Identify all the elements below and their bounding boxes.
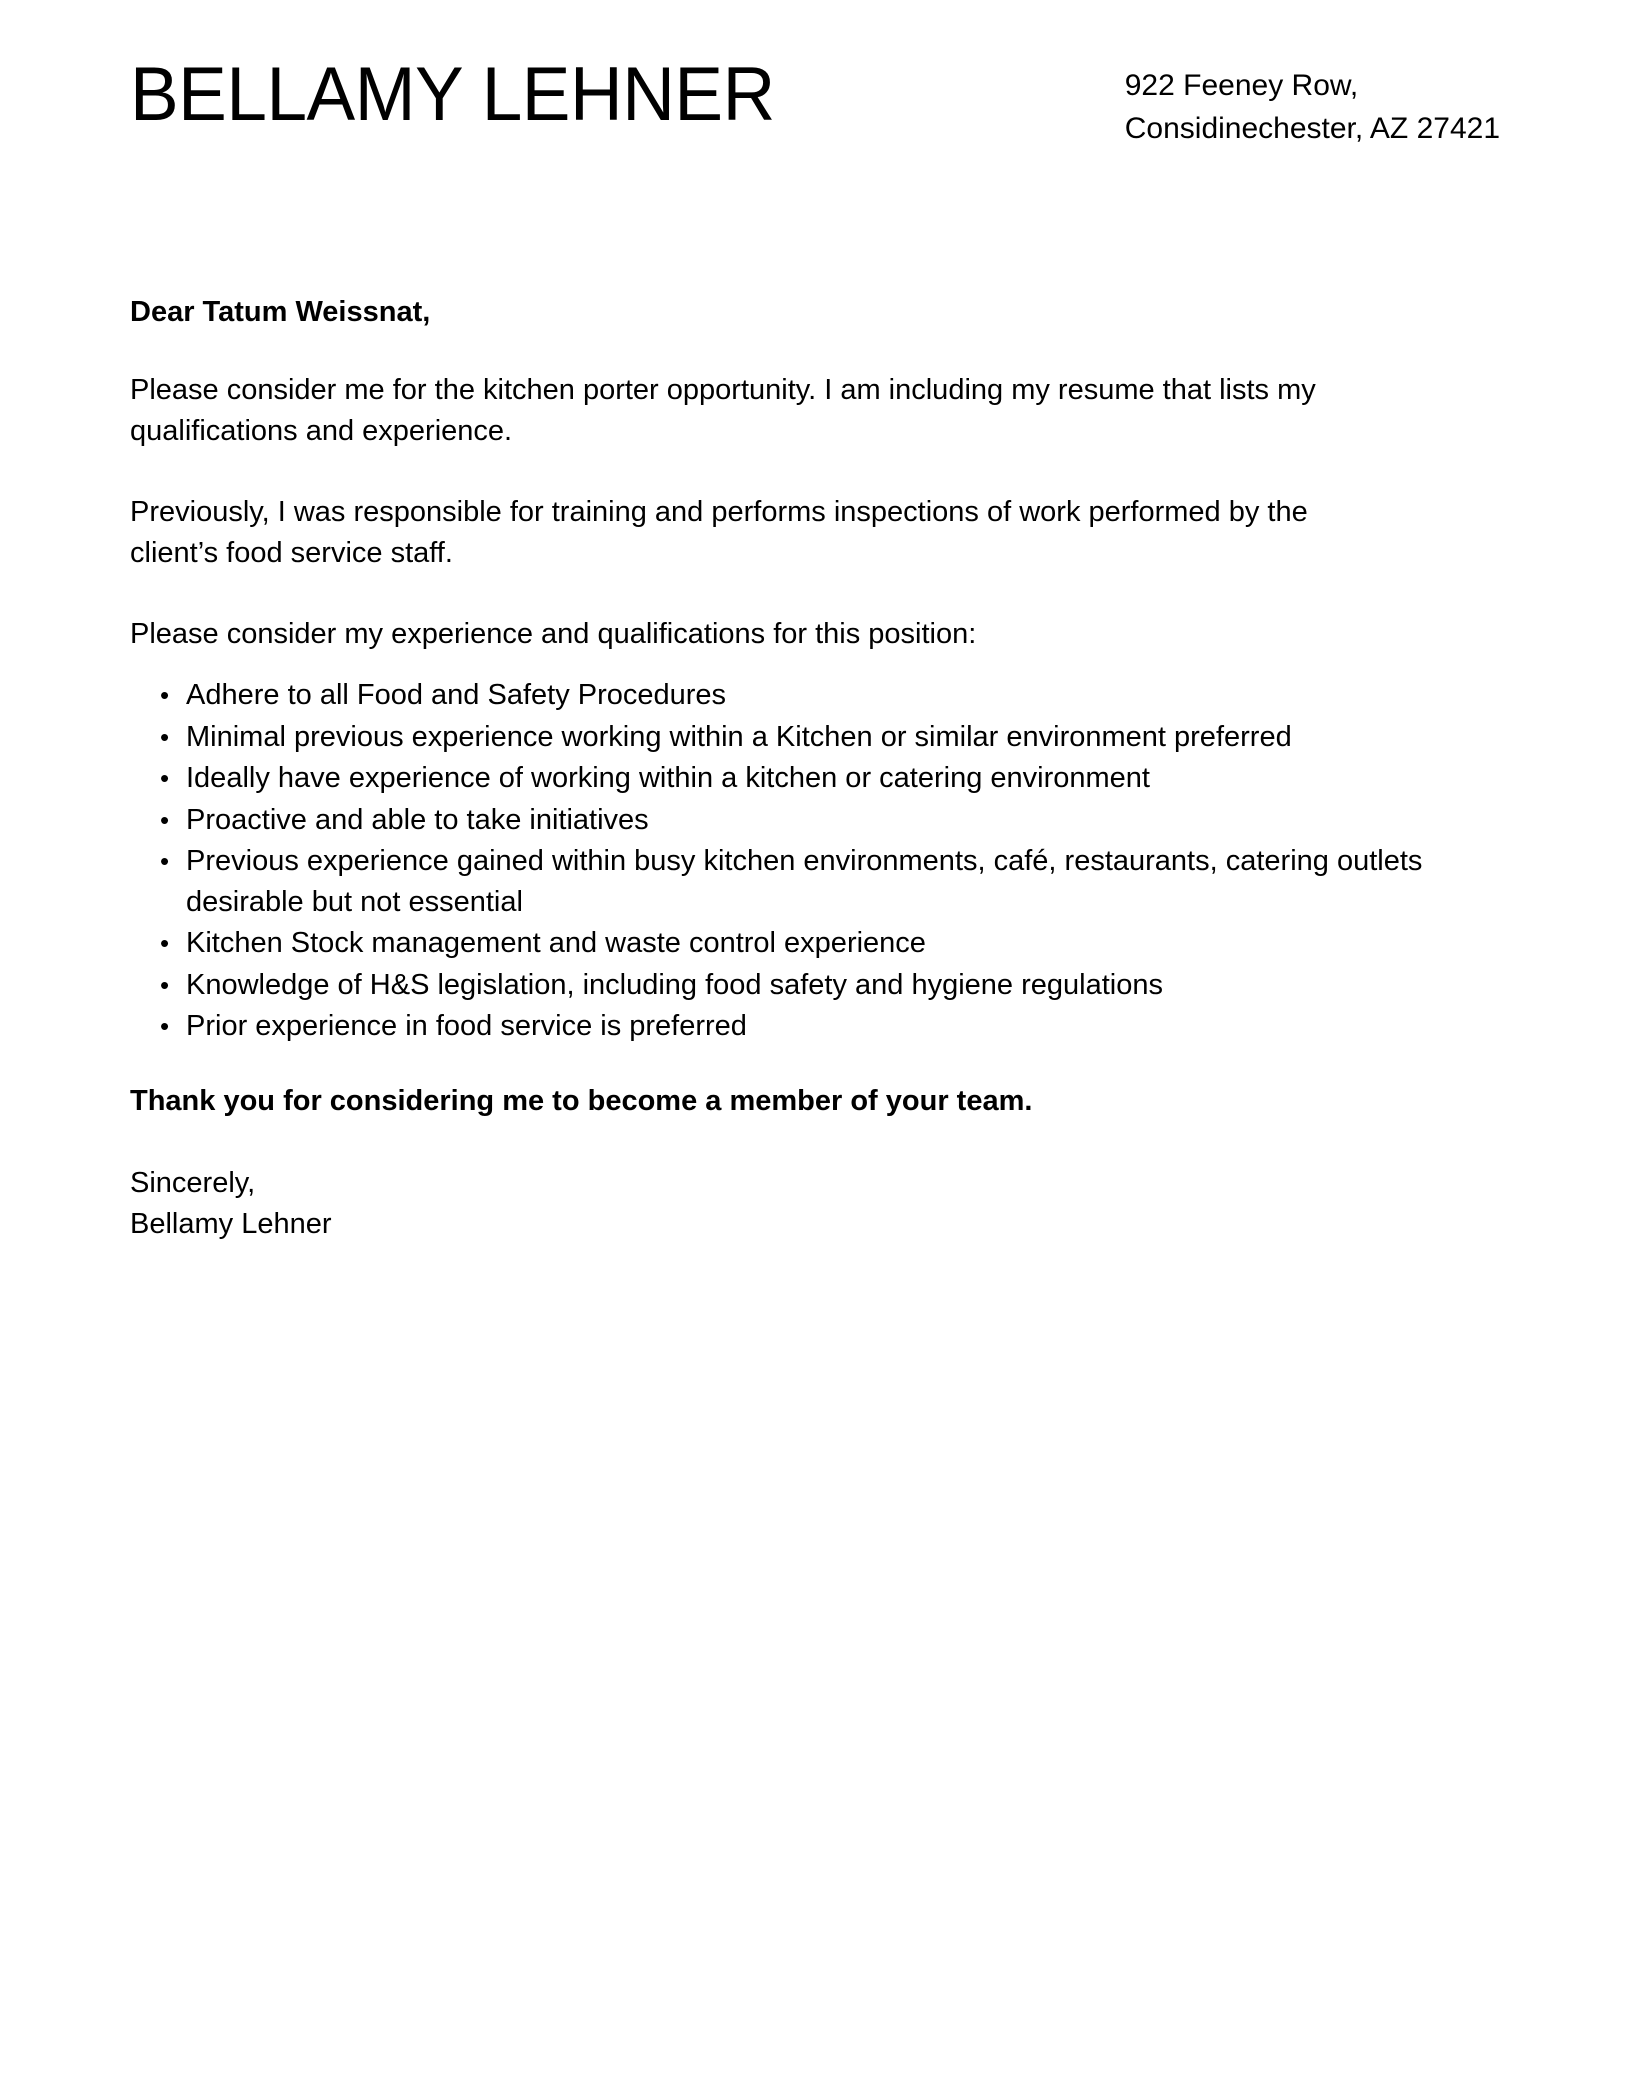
list-item: • Proactive and able to take initiatives: [186, 800, 1436, 841]
list-item: • Ideally have experience of working within a kitchen or catering environment: [186, 758, 1436, 799]
applicant-name-heading: BELLAMY LEHNER: [130, 52, 775, 137]
paragraph-previous-experience: Previously, I was responsible for training and performs inspections of work performed by the client’s food service staff.: [130, 496, 1308, 569]
list-item: • Minimal previous experience working within a Kitchen or similar environment preferred: [186, 717, 1436, 758]
qualifications-list: [130, 675, 1436, 1047]
list-item: • Prior experience in food service is preferred: [186, 1006, 1436, 1047]
signoff-block: [130, 1163, 1410, 1245]
list-item: • Adhere to all Food and Safety Procedures: [186, 675, 1436, 716]
paragraph-intro: Please consider me for the kitchen porter opportunity. I am including my resume that lists my qualifications and experience.: [130, 374, 1316, 447]
salutation: Dear Tatum Weissnat,: [130, 296, 431, 328]
paragraph-list-lead-in: Please consider my experience and qualifications for this position:: [130, 618, 977, 650]
letter-body: [130, 292, 1423, 1245]
closing-thanks: Thank you for considering me to become a member of your team.: [130, 1084, 1033, 1117]
list-item: • Previous experience gained within busy kitchen environments, café, restaurants, catering outlets desirable but not essential: [186, 841, 1436, 922]
address-line-city-state-zip: Considinechester, AZ 27421: [1124, 112, 1500, 145]
address-line-street: 922 Feeney Row,: [1124, 69, 1359, 102]
list-item: • Kitchen Stock management and waste control experience: [186, 923, 1436, 964]
signature-name: Bellamy Lehner: [130, 1207, 332, 1240]
letter-header: [130, 52, 1500, 150]
list-item: • Knowledge of H&S legislation, including food safety and hygiene regulations: [186, 965, 1436, 1006]
sender-address-block: [1125, 64, 1500, 150]
signoff-line: Sincerely,: [130, 1166, 256, 1199]
